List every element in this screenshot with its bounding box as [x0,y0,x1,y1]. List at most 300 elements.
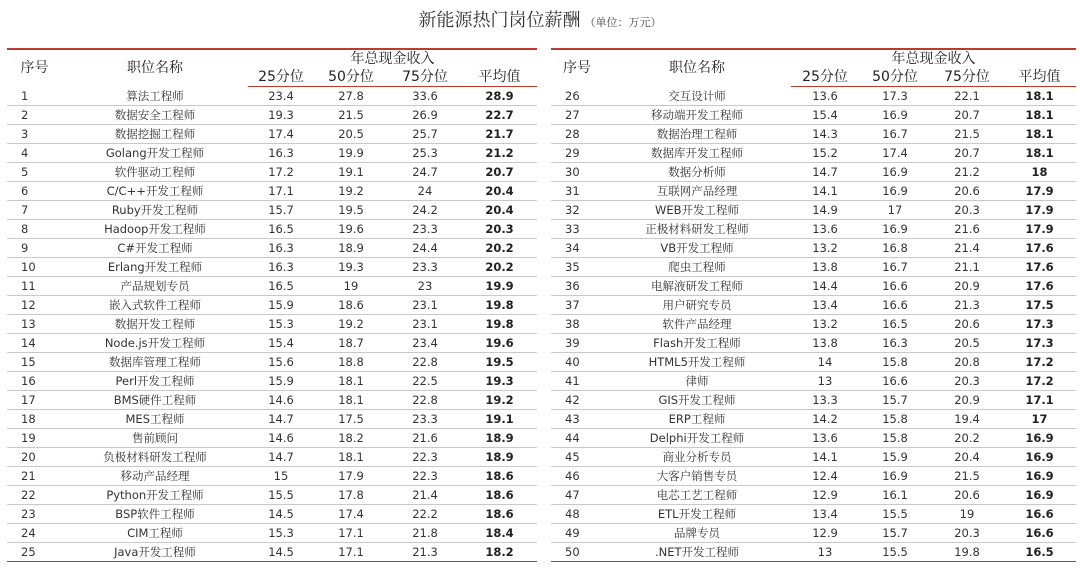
salary-p50: 18.2 [314,429,388,448]
salary-p75: 21.4 [388,486,462,505]
salary-p75: 20.6 [931,486,1003,505]
job-name: 大客户销售专员 [603,467,791,486]
salary-p25: 14.4 [791,277,859,296]
header-p50: 50分位 [314,68,388,87]
job-name: 算法工程师 [62,87,248,106]
header-job-name: 职位名称 [62,49,248,87]
job-name: 电解液研发工程师 [603,277,791,296]
salary-p75: 20.6 [931,315,1003,334]
salary-p50: 20.5 [314,125,388,144]
salary-p25: 16.5 [248,220,314,239]
job-name: VB开发工程师 [603,239,791,258]
salary-p50: 17 [859,201,931,220]
salary-p50: 19.1 [314,163,388,182]
salary-p25: 15.3 [248,315,314,334]
job-name: 数据挖掘工程师 [62,125,248,144]
salary-p25: 13.4 [791,296,859,315]
salary-p75: 22.5 [388,372,462,391]
job-name: 数据库开发工程师 [603,144,791,163]
table-row [551,467,1076,486]
row-index: 11 [7,277,62,296]
salary-average: 18 [1003,163,1076,182]
salary-p25: 15.7 [248,201,314,220]
table-row [7,334,537,353]
row-index: 25 [7,543,62,562]
salary-p25: 16.5 [248,277,314,296]
job-name: BSP软件工程师 [62,505,248,524]
salary-average: 17.6 [1003,239,1076,258]
salary-p25: 13 [791,372,859,391]
row-index: 19 [7,429,62,448]
salary-p50: 18.6 [314,296,388,315]
salary-table-right [551,48,1076,562]
salary-average: 18.9 [462,448,537,467]
salary-p25: 15.9 [248,296,314,315]
salary-p25: 16.3 [248,258,314,277]
table-row [7,429,537,448]
salary-average: 17.9 [1003,201,1076,220]
job-name: 移动端开发工程师 [603,106,791,125]
salary-p25: 17.1 [248,182,314,201]
job-name: Node.js开发工程师 [62,334,248,353]
job-name: 移动产品经理 [62,467,248,486]
header-index: 序号 [551,49,603,87]
table-row [551,182,1076,201]
salary-p25: 13.2 [791,315,859,334]
header-p75: 75分位 [931,68,1003,87]
salary-p25: 12.4 [791,467,859,486]
row-index: 2 [7,106,62,125]
salary-p75: 22.3 [388,448,462,467]
salary-p50: 16.6 [859,277,931,296]
salary-p75: 20.3 [931,372,1003,391]
row-index: 37 [551,296,603,315]
table-row [7,410,537,429]
salary-p50: 19.5 [314,201,388,220]
table-row [551,201,1076,220]
salary-average: 18.6 [462,505,537,524]
salary-p75: 23.1 [388,296,462,315]
salary-p50: 17.8 [314,486,388,505]
salary-p25: 14.1 [791,182,859,201]
row-index: 46 [551,467,603,486]
job-name: GIS开发工程师 [603,391,791,410]
table-row [551,543,1076,562]
salary-p75: 23.3 [388,410,462,429]
salary-p75: 20.7 [931,106,1003,125]
salary-average: 19.9 [462,277,537,296]
salary-average: 18.1 [1003,144,1076,163]
salary-average: 19.1 [462,410,537,429]
salary-p50: 17.4 [314,505,388,524]
row-index: 33 [551,220,603,239]
row-index: 10 [7,258,62,277]
salary-p25: 23.4 [248,87,314,106]
table-row [7,163,537,182]
salary-p50: 15.8 [859,429,931,448]
salary-p50: 16.8 [859,239,931,258]
salary-p25: 13 [791,543,859,562]
salary-p50: 18.1 [314,391,388,410]
salary-average: 18.6 [462,467,537,486]
salary-average: 17.2 [1003,353,1076,372]
table-row [551,372,1076,391]
job-name: 数据治理工程师 [603,125,791,144]
salary-p25: 14.2 [791,410,859,429]
row-index: 40 [551,353,603,372]
salary-p50: 15.7 [859,524,931,543]
row-index: 48 [551,505,603,524]
job-name: HTML5开发工程师 [603,353,791,372]
job-name: BMS硬件工程师 [62,391,248,410]
row-index: 16 [7,372,62,391]
salary-average: 16.9 [1003,429,1076,448]
salary-p50: 16.6 [859,296,931,315]
table-row [7,524,537,543]
row-index: 14 [7,334,62,353]
salary-p25: 13.8 [791,258,859,277]
row-index: 47 [551,486,603,505]
job-name: CIM工程师 [62,524,248,543]
salary-p50: 17.1 [314,524,388,543]
salary-average: 28.9 [462,87,537,106]
header-p75: 75分位 [388,68,462,87]
salary-average: 18.2 [462,543,537,562]
salary-average: 18.1 [1003,106,1076,125]
salary-p50: 18.8 [314,353,388,372]
table-row [551,315,1076,334]
row-index: 43 [551,410,603,429]
row-index: 39 [551,334,603,353]
salary-average: 19.8 [462,315,537,334]
job-name: 数据安全工程师 [62,106,248,125]
salary-p50: 15.8 [859,353,931,372]
salary-average: 20.4 [462,182,537,201]
job-name: .NET开发工程师 [603,543,791,562]
salary-p25: 15.6 [248,353,314,372]
salary-p25: 14.1 [791,448,859,467]
job-name: 品牌专员 [603,524,791,543]
row-index: 26 [551,87,603,106]
row-index: 13 [7,315,62,334]
salary-p25: 14.7 [248,448,314,467]
salary-p75: 20.5 [931,334,1003,353]
table-row [551,524,1076,543]
salary-p75: 22.3 [388,467,462,486]
table-row [7,353,537,372]
salary-p75: 23.4 [388,334,462,353]
row-index: 9 [7,239,62,258]
header-average: 平均值 [462,68,537,87]
salary-average: 17.9 [1003,220,1076,239]
job-name: 用户研究专员 [603,296,791,315]
salary-p50: 19.2 [314,315,388,334]
salary-p50: 15.8 [859,410,931,429]
salary-average: 20.4 [462,201,537,220]
table-row [551,87,1076,106]
salary-p75: 22.8 [388,353,462,372]
job-name: 数据开发工程师 [62,315,248,334]
job-name: 软件产品经理 [603,315,791,334]
salary-p25: 17.4 [248,125,314,144]
job-name: MES工程师 [62,410,248,429]
salary-p25: 15 [248,467,314,486]
salary-p50: 17.5 [314,410,388,429]
salary-p75: 25.7 [388,125,462,144]
salary-p50: 18.1 [314,448,388,467]
salary-p50: 15.5 [859,543,931,562]
table-row [7,87,537,106]
salary-average: 16.9 [1003,486,1076,505]
salary-average: 17 [1003,410,1076,429]
job-name: Ruby开发工程师 [62,201,248,220]
salary-p50: 16.9 [859,163,931,182]
table-row [7,258,537,277]
salary-p50: 17.3 [859,87,931,106]
salary-average: 20.3 [462,220,537,239]
header-p25: 25分位 [791,68,859,87]
table-row [551,391,1076,410]
salary-p25: 16.3 [248,239,314,258]
job-name: 互联网产品经理 [603,182,791,201]
salary-average: 19.2 [462,391,537,410]
salary-p75: 25.3 [388,144,462,163]
table-row [551,106,1076,125]
table-row [7,220,537,239]
salary-p75: 21.3 [931,296,1003,315]
salary-p25: 14.5 [248,543,314,562]
job-name: Python开发工程师 [62,486,248,505]
salary-p75: 21.1 [931,258,1003,277]
salary-p50: 19 [314,277,388,296]
table-row [7,125,537,144]
table-row [551,258,1076,277]
salary-average: 20.2 [462,239,537,258]
salary-p75: 20.8 [931,353,1003,372]
salary-p50: 16.9 [859,467,931,486]
salary-p25: 14.9 [791,201,859,220]
salary-p50: 27.8 [314,87,388,106]
salary-p50: 19.2 [314,182,388,201]
row-index: 34 [551,239,603,258]
salary-p50: 17.9 [314,467,388,486]
table-row [7,277,537,296]
row-index: 1 [7,87,62,106]
job-name: Erlang开发工程师 [62,258,248,277]
salary-p75: 20.9 [931,277,1003,296]
job-name: ETL开发工程师 [603,505,791,524]
table-row [551,410,1076,429]
job-name: Hadoop开发工程师 [62,220,248,239]
job-name: Flash开发工程师 [603,334,791,353]
job-name: 数据库管理工程师 [62,353,248,372]
salary-average: 17.5 [1003,296,1076,315]
salary-p75: 24 [388,182,462,201]
table-row [551,239,1076,258]
table-row [551,163,1076,182]
salary-p50: 16.3 [859,334,931,353]
salary-p50: 16.7 [859,125,931,144]
salary-p25: 13.2 [791,239,859,258]
salary-p50: 15.7 [859,391,931,410]
salary-average: 19.5 [462,353,537,372]
row-index: 5 [7,163,62,182]
table-row [7,448,537,467]
job-name: Delphi开发工程师 [603,429,791,448]
row-index: 42 [551,391,603,410]
row-index: 8 [7,220,62,239]
salary-p75: 21.5 [931,467,1003,486]
header-group: 年总现金收入 [248,49,537,68]
salary-average: 16.9 [1003,448,1076,467]
salary-p75: 21.3 [388,543,462,562]
salary-p25: 15.9 [248,372,314,391]
table-row [551,353,1076,372]
salary-average: 17.9 [1003,182,1076,201]
salary-table-left [7,48,537,562]
salary-average: 16.9 [1003,467,1076,486]
table-row [7,144,537,163]
salary-p25: 19.3 [248,106,314,125]
salary-p25: 13.4 [791,505,859,524]
salary-p50: 19.9 [314,144,388,163]
salary-average: 19.3 [462,372,537,391]
salary-p50: 15.5 [859,505,931,524]
salary-p50: 17.1 [314,543,388,562]
row-index: 6 [7,182,62,201]
table-row [7,201,537,220]
salary-p25: 14 [791,353,859,372]
header-index: 序号 [7,49,62,87]
salary-p50: 16.5 [859,315,931,334]
row-index: 31 [551,182,603,201]
salary-p75: 21.6 [388,429,462,448]
salary-average: 18.6 [462,486,537,505]
salary-p75: 20.3 [931,201,1003,220]
salary-p75: 26.9 [388,106,462,125]
salary-average: 17.3 [1003,334,1076,353]
salary-p75: 24.4 [388,239,462,258]
salary-p75: 23.3 [388,220,462,239]
salary-average: 18.1 [1003,125,1076,144]
salary-p75: 20.7 [931,144,1003,163]
table-row [7,372,537,391]
table-row [7,296,537,315]
table-row [7,486,537,505]
salary-p25: 14.7 [791,163,859,182]
row-index: 7 [7,201,62,220]
row-index: 4 [7,144,62,163]
job-name: 数据分析师 [603,163,791,182]
salary-p50: 21.5 [314,106,388,125]
salary-p25: 13.6 [791,429,859,448]
salary-p75: 20.4 [931,448,1003,467]
salary-p50: 19.3 [314,258,388,277]
salary-p50: 16.6 [859,372,931,391]
row-index: 49 [551,524,603,543]
row-index: 3 [7,125,62,144]
salary-p25: 13.8 [791,334,859,353]
row-index: 24 [7,524,62,543]
salary-average: 19.6 [462,334,537,353]
salary-average: 16.5 [1003,543,1076,562]
salary-p50: 15.9 [859,448,931,467]
job-name: Perl开发工程师 [62,372,248,391]
row-index: 23 [7,505,62,524]
row-index: 18 [7,410,62,429]
salary-p25: 15.5 [248,486,314,505]
row-index: 20 [7,448,62,467]
row-index: 30 [551,163,603,182]
salary-p25: 15.2 [791,144,859,163]
row-index: 27 [551,106,603,125]
salary-p75: 21.4 [931,239,1003,258]
salary-average: 17.3 [1003,315,1076,334]
table-row [7,391,537,410]
salary-p50: 16.9 [859,182,931,201]
table-row [7,182,537,201]
salary-p75: 20.9 [931,391,1003,410]
salary-p50: 16.1 [859,486,931,505]
job-name: 售前顾问 [62,429,248,448]
salary-average: 18.9 [462,429,537,448]
salary-p75: 21.5 [931,125,1003,144]
salary-p50: 18.1 [314,372,388,391]
table-row [551,220,1076,239]
salary-p50: 18.9 [314,239,388,258]
row-index: 41 [551,372,603,391]
job-name: 软件驱动工程师 [62,163,248,182]
salary-p50: 19.6 [314,220,388,239]
salary-p75: 20.6 [931,182,1003,201]
salary-p75: 19 [931,505,1003,524]
table-row [551,486,1076,505]
header-p50: 50分位 [859,68,931,87]
header-average: 平均值 [1003,68,1076,87]
salary-p75: 23.3 [388,258,462,277]
job-name: C/C++开发工程师 [62,182,248,201]
salary-average: 17.1 [1003,391,1076,410]
row-index: 15 [7,353,62,372]
table-row [551,429,1076,448]
table-row [551,505,1076,524]
salary-p75: 33.6 [388,87,462,106]
salary-p75: 24.2 [388,201,462,220]
salary-p75: 22.2 [388,505,462,524]
table-row [7,543,537,562]
salary-average: 16.6 [1003,524,1076,543]
job-name: 商业分析专员 [603,448,791,467]
salary-p25: 13.6 [791,220,859,239]
header-p25: 25分位 [248,68,314,87]
table-row [551,277,1076,296]
salary-p25: 14.6 [248,391,314,410]
salary-p75: 23.1 [388,315,462,334]
job-name: ERP工程师 [603,410,791,429]
row-index: 45 [551,448,603,467]
job-name: 电芯工艺工程师 [603,486,791,505]
job-name: 正极材料研发工程师 [603,220,791,239]
row-index: 36 [551,277,603,296]
salary-p50: 16.7 [859,258,931,277]
salary-p50: 18.7 [314,334,388,353]
salary-p75: 20.3 [931,524,1003,543]
salary-p75: 24.7 [388,163,462,182]
job-name: 爬虫工程师 [603,258,791,277]
salary-p25: 14.7 [248,410,314,429]
salary-p25: 14.6 [248,429,314,448]
salary-p75: 21.2 [931,163,1003,182]
